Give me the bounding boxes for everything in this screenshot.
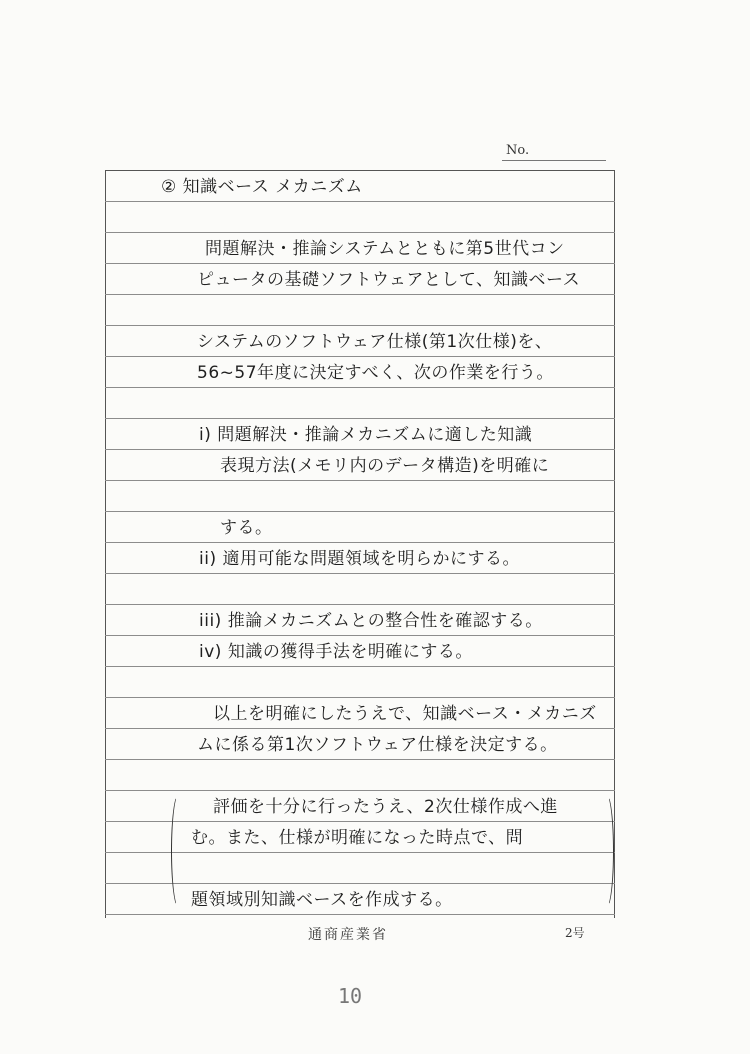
rule-line xyxy=(105,790,615,791)
rule-line xyxy=(105,294,615,295)
rule-line xyxy=(105,759,615,760)
ruled-sheet xyxy=(105,170,615,918)
text-line: 以上を明確にしたうえで、知識ベース・メカニズ xyxy=(213,704,597,724)
text-line: 問題解決・推論システムとともに第5世代コン xyxy=(205,239,565,259)
rule-line xyxy=(105,511,615,512)
text-line: システムのソフトウェア仕様(第1次仕様)を、 xyxy=(197,332,553,352)
form-number: 2号 xyxy=(565,926,585,940)
text-line: 56~57年度に決定すべく、次の作業を行う。 xyxy=(197,363,554,383)
text-line: 表現方法(メモリ内のデータ構造)を明確に xyxy=(220,456,550,476)
bracketed-note-line: む。また、仕様が明確になった時点で、問 xyxy=(191,828,524,848)
left-parenthesis-mark xyxy=(171,794,186,908)
text-line: する。 xyxy=(220,518,273,538)
rule-line xyxy=(105,356,615,357)
text-line: ピュータの基礎ソフトウェアとして、知識ベース xyxy=(197,270,581,290)
bracketed-note-line: 評価を十分に行ったうえ、2次仕様作成へ進 xyxy=(213,797,558,817)
rule-line xyxy=(105,263,615,264)
rule-line xyxy=(105,232,615,233)
rule-line xyxy=(105,697,615,698)
rule-line xyxy=(105,666,615,667)
list-item-iv: iv) 知識の獲得手法を明確にする。 xyxy=(199,642,473,662)
frame-top xyxy=(105,170,615,171)
no-underline xyxy=(502,160,606,161)
frame-left xyxy=(105,170,106,918)
bracketed-note-line: 題領域別知識ベースを作成する。 xyxy=(191,890,453,910)
text-line: ムに係る第1次ソフトウェア仕様を決定する。 xyxy=(197,735,558,755)
rule-line xyxy=(105,635,615,636)
ministry-footer: 通商産業省 xyxy=(308,927,388,943)
rule-line xyxy=(105,449,615,450)
rule-line xyxy=(105,728,615,729)
list-item-i: i) 問題解決・推論メカニズムに適した知識 xyxy=(199,425,533,445)
section-heading: ② 知識ベース メカニズム xyxy=(161,177,363,197)
right-parenthesis-mark xyxy=(599,794,614,908)
page-number: 10 xyxy=(338,984,363,1008)
rule-line xyxy=(105,542,615,543)
rule-line xyxy=(105,480,615,481)
rule-line xyxy=(105,418,615,419)
rule-line xyxy=(105,325,615,326)
frame-right xyxy=(614,170,615,918)
rule-line xyxy=(105,201,615,202)
rule-line xyxy=(105,387,615,388)
list-item-iii: iii) 推論メカニズムとの整合性を確認する。 xyxy=(199,611,543,631)
list-item-ii: ii) 適用可能な問題領域を明らかにする。 xyxy=(199,549,520,569)
rule-line xyxy=(105,573,615,574)
rule-line xyxy=(105,604,615,605)
rule-line xyxy=(105,914,615,915)
no-label: No. xyxy=(506,143,530,158)
